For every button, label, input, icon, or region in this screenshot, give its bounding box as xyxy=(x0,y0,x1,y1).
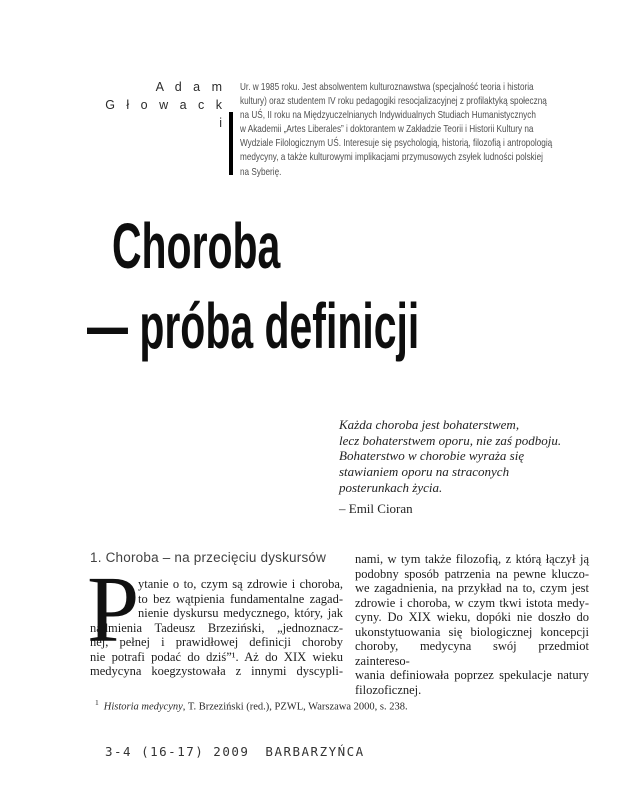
epigraph-line: Bohaterstwo w chorobie wyraża się xyxy=(339,448,525,464)
dropcap-letter: P xyxy=(87,558,140,662)
body-line: zdrowie i choroba, w czym tkwi istota medy- xyxy=(355,595,589,610)
author-bio xyxy=(240,80,575,179)
epigraph-attribution: – Emil Cioran xyxy=(339,500,413,516)
bio-line: na Syberię. xyxy=(240,165,282,178)
epigraph-line: posterunkach życia. xyxy=(339,479,443,495)
body-line: to bez wątpienia fundamentalne zagad- xyxy=(138,591,343,606)
epigraph-line: lecz bohaterstwem oporu, nie zaś podboju. xyxy=(339,432,562,448)
author-last-name: G ł o w a c k i xyxy=(105,98,226,130)
bio-line: medycyny, a także kulturowymi implikacjami przymusowych zsyłek ludności polskiej xyxy=(240,151,543,164)
body-line: choroby, medycyna swój przedmiot zaintereso- xyxy=(355,639,589,668)
bio-line: w Akademii „Artes Liberales” i doktorantem w Zakładzie Teorii i Historii Kultury na xyxy=(240,123,534,136)
body-line: we zagadnienia, na przykład na to, czym jest xyxy=(355,581,589,595)
section-heading: 1. Choroba – na przecięciu dyskursów xyxy=(90,550,327,565)
epigraph-quote xyxy=(339,417,579,516)
body-line: nie potrafi podać do dziś”¹. Aż do XIX wieku xyxy=(90,649,343,664)
body-column-right xyxy=(355,552,589,697)
bio-line: Wydziale Filologicznym UŚ. Interesuje się psychologią, historią, filozofią i antropologią xyxy=(240,137,553,150)
epigraph-lines xyxy=(339,417,579,496)
body-line: nej, pełnej i prawidłowej definicji choroby xyxy=(90,635,343,649)
bio-line: Ur. w 1985 roku. Jest absolwentem kulturoznawstwa (specjalność teoria i historia xyxy=(240,81,534,93)
footnote xyxy=(95,696,535,714)
body-line: medycyna koegzystowała z innymi dyscypli- xyxy=(90,664,343,678)
bio-line: na UŚ, II roku na Międzyuczelnianych Indywidualnych Studiach Humanistycznych xyxy=(240,109,536,122)
footnote-reference-text: , T. Brzeziński (red.), PZWL, Warszawa 2000, s. 238. xyxy=(182,701,408,713)
author-first-name: A d a m xyxy=(155,80,226,94)
body-line: filozoficznej. xyxy=(355,682,422,697)
body-line: podobny sposób patrzenia na pewne kluczo- xyxy=(355,566,589,581)
article-title-line2: — próba definicji xyxy=(87,290,420,362)
footnote-marker: 1 xyxy=(95,698,99,707)
footer-issue-info: 3-4 (16-17) 2009 xyxy=(105,744,250,759)
author-divider-bar xyxy=(229,112,233,175)
article-title-line1: Choroba xyxy=(111,210,281,282)
author-name xyxy=(96,78,226,132)
epigraph-line: Każda choroba jest bohaterstwem, xyxy=(339,417,520,432)
epigraph-line: stawianiem oporu na straconych xyxy=(339,464,510,480)
footnote-work-title: Historia medycyny xyxy=(103,701,183,713)
body-column-left xyxy=(87,558,343,679)
body-line: ytanie o to, czym są zdrowie i choroba, xyxy=(138,577,343,591)
body-line: nadmienia Tadeusz Brzeziński, „jednoznacz- xyxy=(90,620,343,635)
body-line: ukonstytuowania się biologicznej koncepcji xyxy=(355,624,589,639)
bio-line: kultury) oraz studentem IV roku pedagogiki resocjalizacyjnej z profilaktyką społeczną xyxy=(240,95,547,108)
body-line: nienie dyskursu medycznego, który, jak xyxy=(138,606,343,620)
footer-journal-name: BARBARZYŃCA xyxy=(265,744,365,759)
body-line: wania definiowała poprzez spekulacje natury xyxy=(355,668,589,682)
article-title xyxy=(87,206,419,366)
page-footer xyxy=(105,744,365,759)
body-line: cyny. Do XIX wieku, dopóki nie doszło do xyxy=(355,610,589,624)
dropcap-container xyxy=(87,558,140,662)
body-line: nami, w tym także filozofią, z którą łączył ją xyxy=(355,552,589,566)
